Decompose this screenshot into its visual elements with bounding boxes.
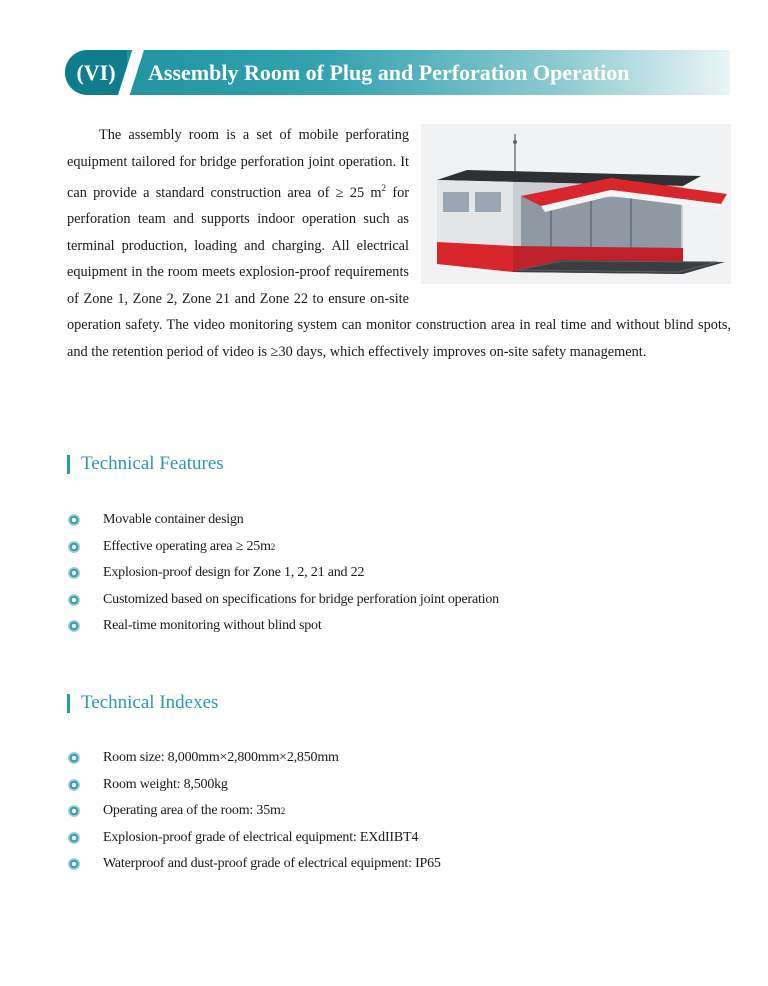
list-item: Operating area of the room: 35m 2 [67,798,441,825]
list-item: Waterproof and dust-proof grade of electrical equipment: IP65 [67,851,441,878]
bullet-icon [68,594,80,606]
features-heading-text: Technical Features [81,453,224,474]
list-item: Customized based on specifications for bridge perforation joint operation [67,587,499,614]
intro-text-1: The assembly room is a set of mobile perforating equipment tailored for bridge perforation joint operation. It can provide a standard construction area of ≥ 25 m [67,127,409,201]
assembly-room-image [421,124,731,284]
list-item: Explosion-proof design for Zone 1, 2, 21 and 22 [67,560,499,587]
bullet-icon [68,514,80,526]
heading-bar [67,455,70,474]
list-item: Explosion-proof grade of electrical equipment: EXdIIBT4 [67,825,441,852]
bullet-icon [68,752,80,764]
list-item: Room size: 8,000mm×2,800mm×2,850mm [67,745,441,772]
list-item: Room weight: 8,500kg [67,772,441,799]
heading-bar [67,694,70,713]
bullet-icon [68,805,80,817]
indexes-heading [67,692,218,714]
page-title: Assembly Room of Plug and Perforation Operation [148,59,630,85]
features-list [67,507,499,640]
bullet-icon [68,858,80,870]
list-item: Movable container design [67,507,499,534]
bullet-icon [68,832,80,844]
indexes-heading-text: Technical Indexes [81,692,219,713]
bullet-icon [68,541,80,553]
list-item: Effective operating area ≥ 25m 2 [67,534,499,561]
bullet-icon [68,567,80,579]
bullet-icon [68,620,80,632]
intro-text-2: for perforation team and supports indoor operation such as terminal production, loading and charging. All electrical equipment in the room meets explosion-proof requirements of Zone 1, Zone 2, Zone 21 and Zone 22 to ensure on-site operation safety. The video monitoring system can monitor construction area in real time and without blind spots, and the retention period of video is ≥30 days, which effectively improves on-site safety management. [67,184,731,360]
intro-paragraph [67,122,731,365]
section-number: (VI) [65,50,127,95]
bullet-icon [68,779,80,791]
indexes-list [67,745,441,878]
list-item: Real-time monitoring without blind spot [67,613,499,640]
features-heading [67,453,224,475]
superscript: 2 [381,183,387,193]
